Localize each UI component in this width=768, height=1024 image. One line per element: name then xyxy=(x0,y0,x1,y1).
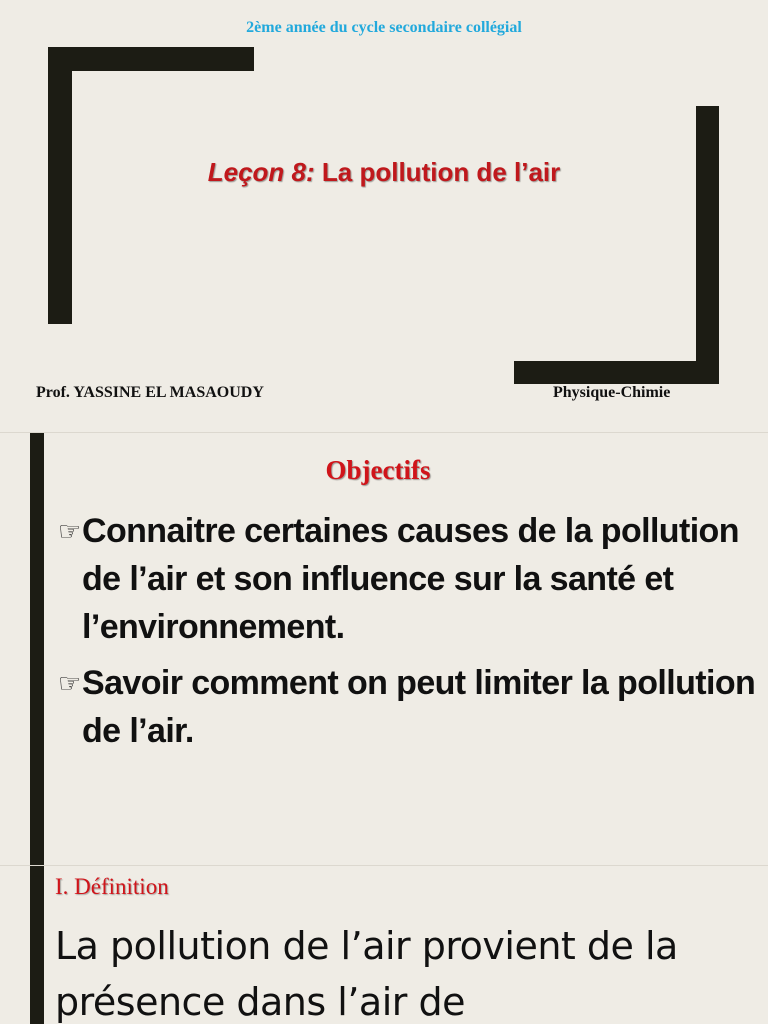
lesson-number: Leçon 8: xyxy=(207,157,315,187)
lesson-name: La pollution de l’air xyxy=(321,157,561,187)
school-level: 2ème année du cycle secondaire collégial xyxy=(246,19,522,36)
frame-top-left-horizontal xyxy=(48,47,254,71)
left-accent-bar xyxy=(30,433,44,865)
frame-bottom-right-horizontal xyxy=(514,361,719,384)
lesson-title xyxy=(0,157,768,188)
subject-name: Physique-Chimie xyxy=(553,384,671,401)
objectives-heading: Objectifs xyxy=(325,455,431,485)
definition-heading: I. Définition xyxy=(55,874,169,899)
definition-slide xyxy=(0,866,768,1024)
objective-item xyxy=(58,507,758,651)
objective-text: Connaitre certaines causes de la pollution de l’air et son influence sur la santé et l’environnement. xyxy=(82,512,739,646)
pointing-hand-icon: ☞ xyxy=(58,668,81,698)
pointing-hand-icon: ☞ xyxy=(58,516,81,546)
objective-item xyxy=(58,659,758,755)
left-accent-bar xyxy=(30,866,44,1024)
frame-bottom-right-vertical xyxy=(696,106,719,384)
title-slide xyxy=(0,0,768,432)
objectives-slide xyxy=(0,433,768,865)
objective-text: Savoir comment on peut limiter la pollution de l’air. xyxy=(82,664,756,750)
definition-text: La pollution de l’air provient de la présence dans l’air de xyxy=(55,924,678,1024)
professor-name: Prof. YASSINE EL MASAOUDY xyxy=(36,384,264,401)
objectives-list xyxy=(58,507,758,763)
